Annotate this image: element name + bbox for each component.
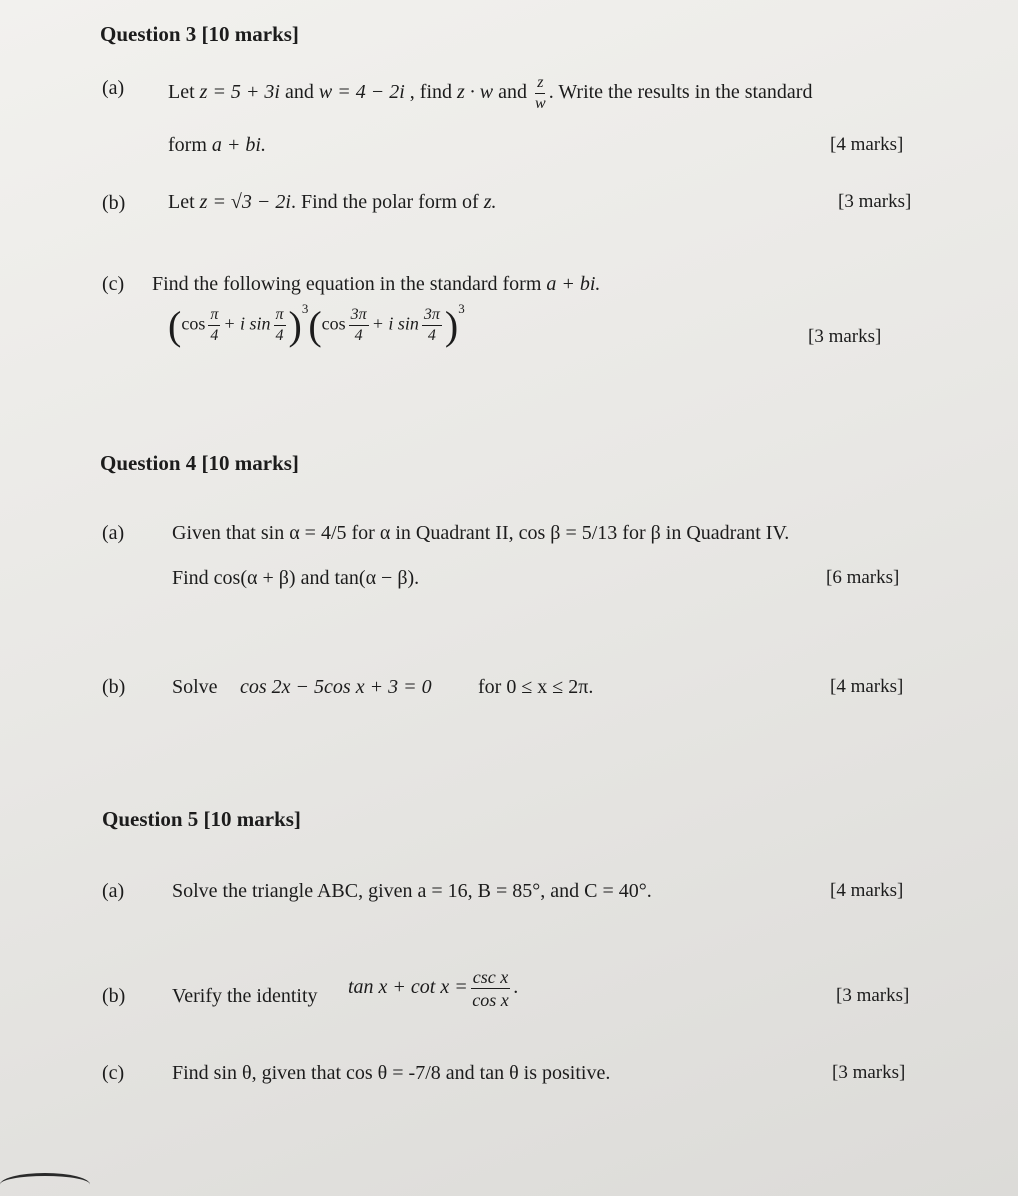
page-corner-shadow [0, 1173, 90, 1196]
q3c-text: Find the following equation in the standard form [152, 273, 547, 295]
q4b-solve: Solve [172, 676, 218, 698]
q3a-text: Let [168, 81, 200, 104]
q3a-line2 [168, 134, 266, 157]
question-5-title: Question 5 [10 marks] [102, 807, 301, 831]
q3a-form-math: a + bi. [211, 134, 266, 156]
q3c-frac2: $\frac{\pi}{4}$ [275, 306, 284, 344]
q4b-label: (b) [102, 676, 126, 698]
q3b-marks: [3 marks] [838, 191, 912, 212]
q3c-marks: [3 marks] [808, 326, 882, 347]
q5b-identity [348, 968, 518, 1009]
q3b-z: z. [483, 191, 497, 213]
q4a-marks: [6 marks] [826, 567, 900, 588]
q3c-equation: (cos $\frac{\pi}{4}$ + i sin $\frac{\pi}{4}$ )$^3$(cos $\frac{3\pi}{4}$ + i sin $\frac{3\pi}{4}$ )$^3$ [168, 300, 465, 348]
q3c-exp1: 3 [301, 300, 309, 316]
q3c-line [152, 273, 600, 296]
q4a-line1: Given that sin α = 4/5 for α in Quadrant II, cos β = 5/13 for β in Quadrant IV. [172, 522, 790, 544]
q3a-line1 [168, 75, 812, 112]
q5b-dot: . [513, 976, 519, 999]
q5b-lhs: tan x + cot x = [348, 976, 468, 999]
q5b-fraction: $\frac{\text{csc x}}{\text{cos x}}$ [472, 967, 509, 1010]
q5b-label: (b) [102, 985, 126, 1007]
question-4-title: Question 4 [10 marks] [100, 451, 299, 475]
q3c-frac1: $\frac{\pi}{4}$ [210, 306, 219, 344]
q3c-frac4: $\frac{3\pi}{4}$ [423, 306, 440, 344]
q3c-cos1: cos [181, 313, 206, 334]
q3c-math: a + bi. [546, 273, 601, 295]
q3c-label: (c) [102, 273, 125, 295]
q5a-marks: [4 marks] [830, 880, 904, 901]
q3a-fraction: $\frac{z}{w}$ [535, 74, 546, 112]
q5c-label: (c) [102, 1062, 125, 1084]
q3a-label: (a) [102, 77, 125, 99]
q3c-exp2: 3 [458, 300, 465, 316]
q4b-range: for 0 ≤ x ≤ 2π. [478, 676, 594, 698]
q3a-marks: [4 marks] [830, 134, 904, 155]
q3b-line [168, 191, 497, 214]
q3c-isin1: + i sin [223, 313, 271, 334]
q3c-isin2: + i sin [371, 313, 419, 334]
q3a-and: and [280, 81, 319, 104]
q3c-cos2: cos [321, 313, 346, 334]
q3a-instruction: . Write the results in the standard [548, 81, 813, 104]
question-3-title: Question 3 [10 marks] [100, 22, 299, 46]
q4a-label: (a) [102, 522, 125, 544]
q3a-find: , find [404, 81, 457, 104]
q5a-text: Solve the triangle ABC, given a = 16, B = 85°, and C = 40°. [172, 880, 652, 902]
q3c-frac3: $\frac{3\pi}{4}$ [350, 306, 367, 344]
q4b-marks: [4 marks] [830, 676, 904, 697]
q5b-marks: [3 marks] [836, 985, 910, 1006]
q4a-line2: Find cos(α + β) and tan(α − β). [172, 567, 420, 589]
q5c-text: Find sin θ, given that cos θ = -7/8 and tan θ is positive. [172, 1062, 611, 1084]
q3b-math: z = √3 − 2i [199, 191, 291, 213]
q3a-zw: z · w [457, 81, 494, 104]
q3b-let: Let [168, 191, 200, 213]
q3a-and2: and [493, 81, 533, 104]
q5b-text: Verify the identity [172, 985, 318, 1007]
q3a-z-def: z = 5 + 3i [199, 81, 280, 104]
q5c-marks: [3 marks] [832, 1062, 906, 1083]
q3a-form: form [168, 134, 212, 156]
q3b-text: . Find the polar form of [290, 191, 484, 213]
q5a-label: (a) [102, 880, 125, 902]
q3b-label: (b) [102, 192, 126, 214]
q4b-equation: cos 2x − 5cos x + 3 = 0 [240, 676, 432, 698]
q3a-w-def: w = 4 − 2i [318, 81, 405, 104]
